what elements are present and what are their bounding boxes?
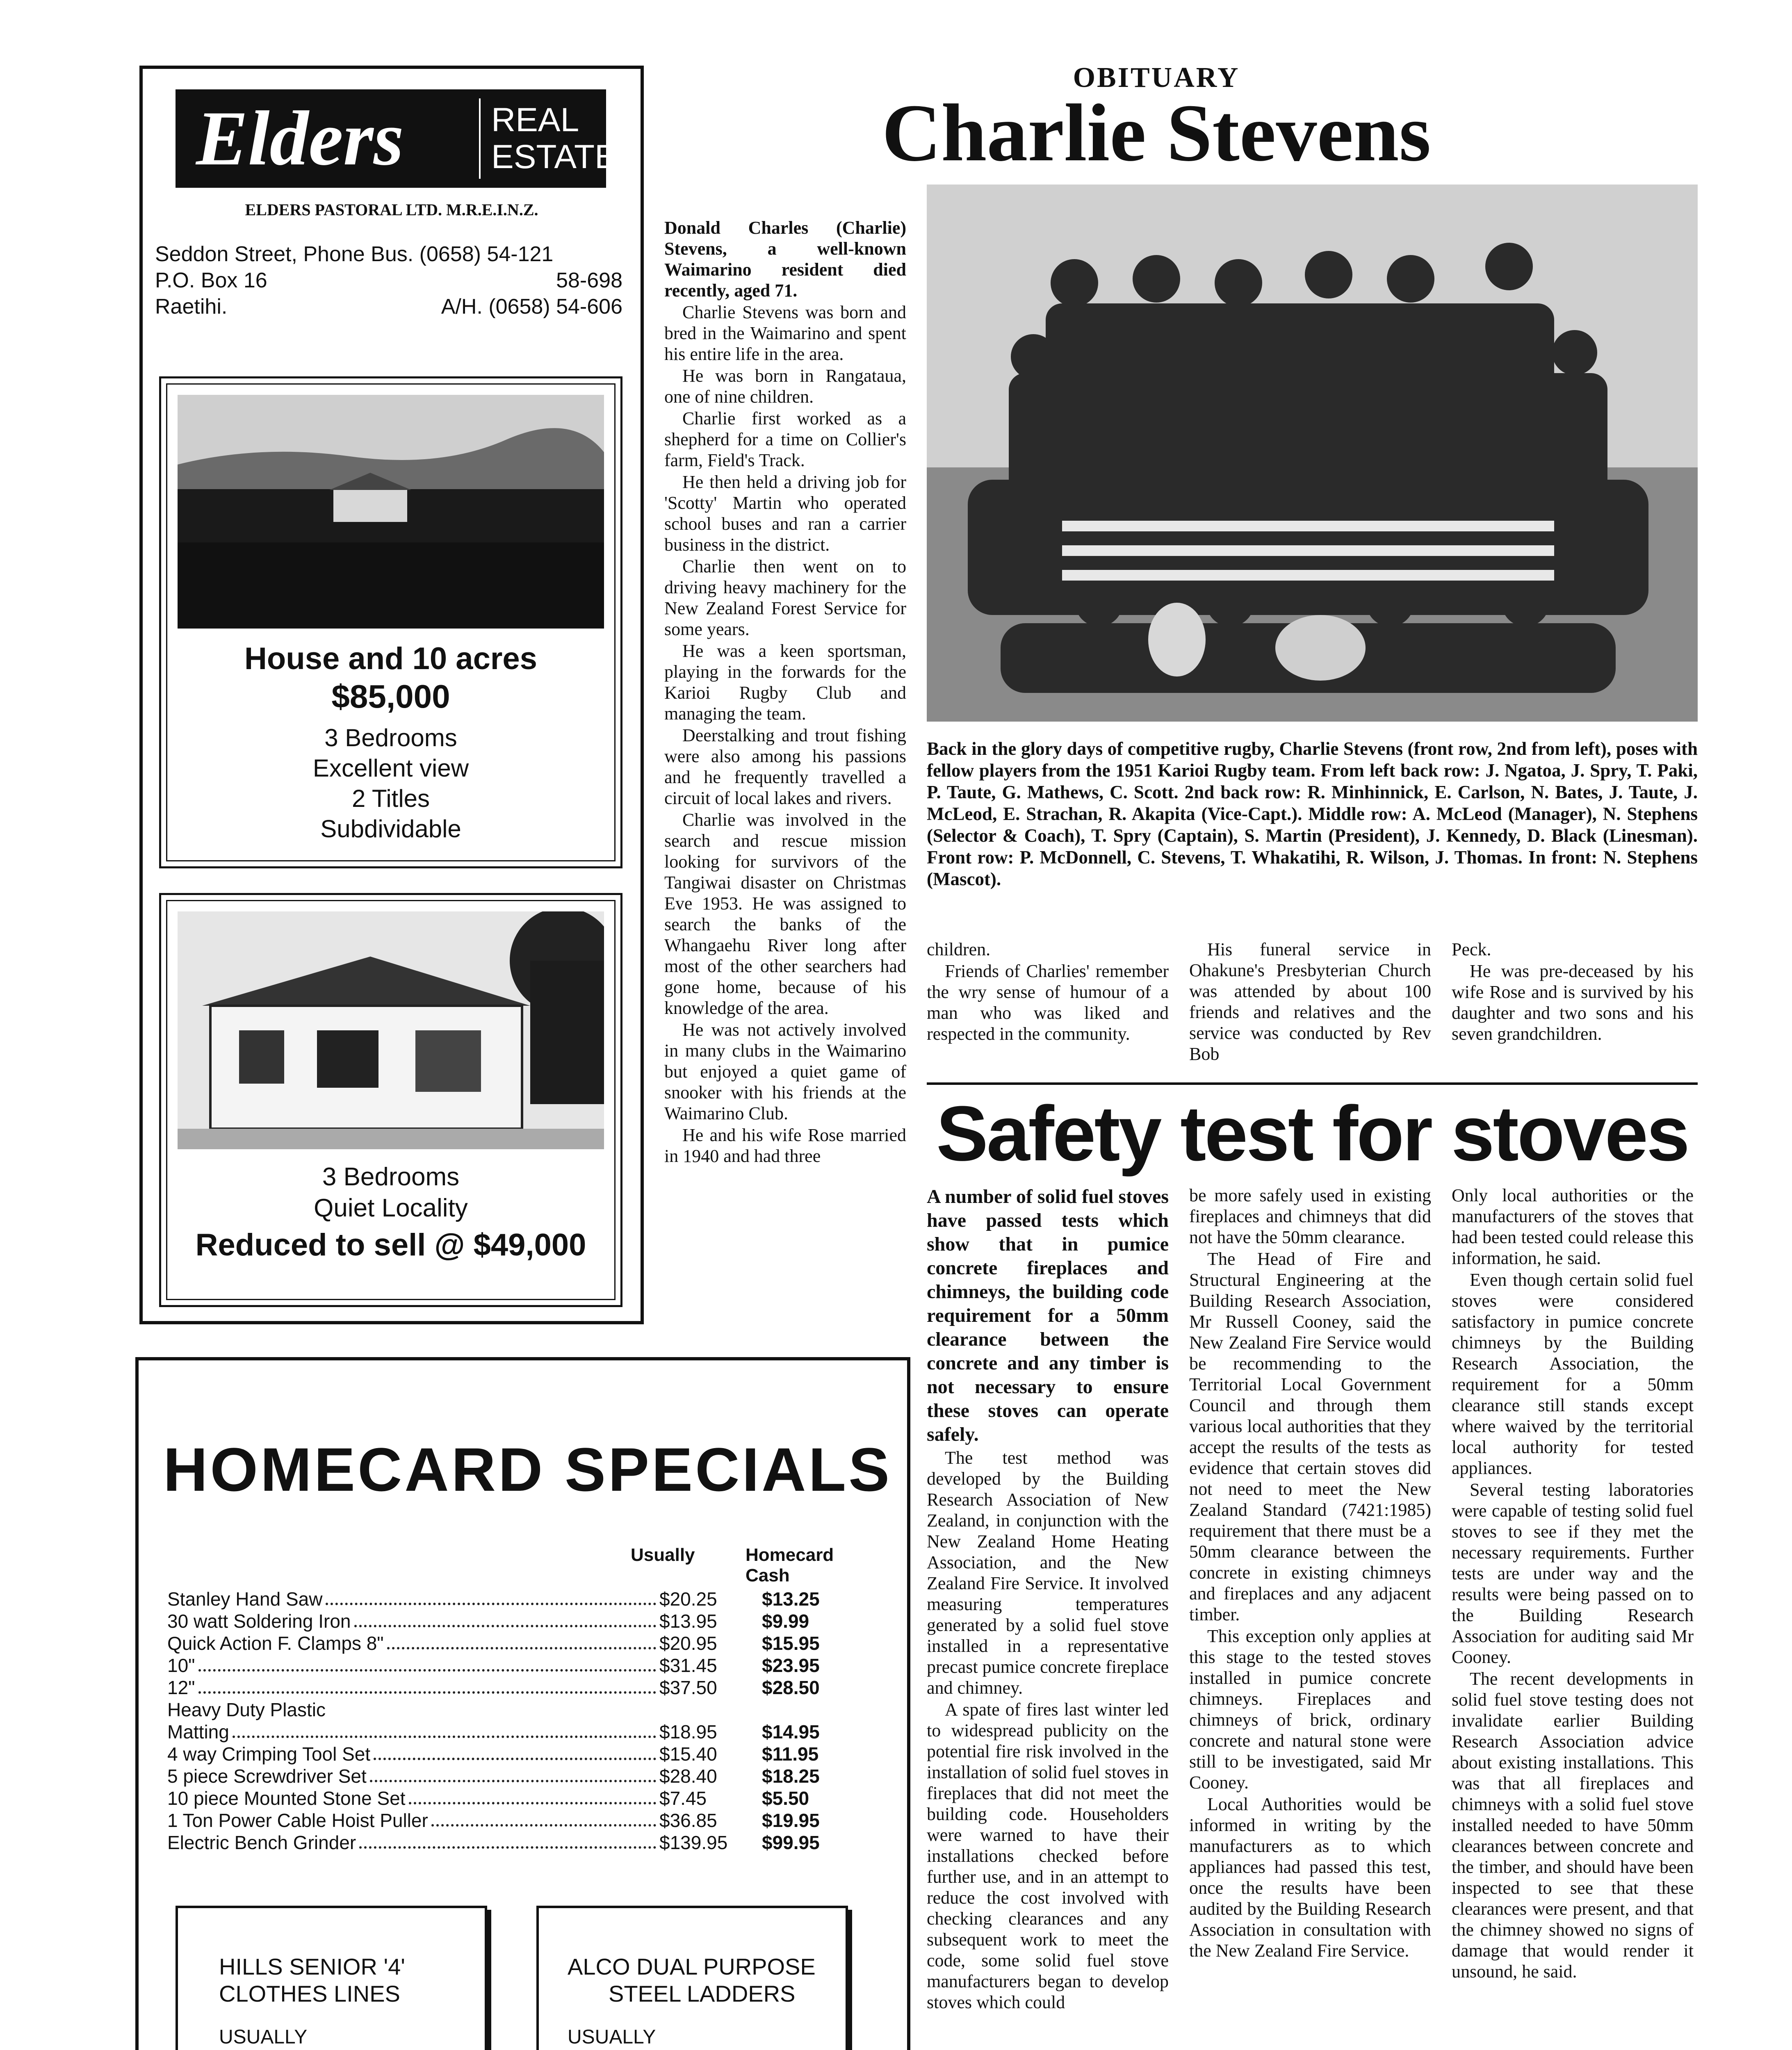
price-item-name: 4 way Crimping Tool Set [167, 1743, 371, 1765]
obituary-paragraph: Charlie was involved in the search and rescue mission looking for survivors of the Tangiwai disaster on Christmas Eve 1953. He was assigned to search the banks of the Whangaehu River long after most of the other searchers had gone home, because of his knowledge of the area. [664, 810, 906, 1018]
price-row [167, 1610, 885, 1632]
price-item-name: Quick Action F. Clamps 8" [167, 1633, 384, 1654]
price-row [167, 1809, 885, 1831]
price-usually: $139.95 [659, 1832, 728, 1853]
obituary-paragraph: He then held a driving job for 'Scotty' Martin who operated school buses and ran a carrier business in the district. [664, 472, 906, 555]
price-row [167, 1787, 885, 1809]
price-item-name: Matting [167, 1721, 229, 1742]
obituary-paragraph: He was born in Rangataua, one of nine children. [664, 366, 906, 407]
price-cash: $14.95 [762, 1721, 820, 1742]
price-usually: $13.95 [659, 1610, 717, 1632]
obituary-paragraph: children. [927, 939, 991, 959]
price-row [167, 1699, 885, 1721]
price-cash: $13.25 [762, 1588, 820, 1610]
price-usually: $7.45 [659, 1788, 707, 1809]
special-usually-label: USUALLY [568, 2026, 656, 2048]
price-item-name: 12" [167, 1677, 195, 1698]
price-item-name: 5 piece Screwdriver Set [167, 1765, 367, 1787]
price-usually: $37.50 [659, 1677, 717, 1698]
price-cash: $15.95 [762, 1633, 820, 1654]
stoves-paragraph: This exception only applies at this stage to the tested stoves installed in pumice concrete chimneys. Fireplaces and chimneys of brick, ordinary concrete and natural stone were still to be investigated, said Mr Cooney. [1189, 1626, 1431, 1793]
photo-caption: Back in the glory days of competitive rugby, Charlie Stevens (front row, 2nd from left), poses with fellow players from the 1951 Karioi Rugby team. From left back row: J. Ngatoa, J. Spry, T. Paki, P. Taute, G. Mathews, C. Scott. 2nd back row: R. Minhinnick, E. Carlson, N. Bates, J. Taute, J. McLeod, E. Strachan, R. Akapita (Vice-Capt.). Middle row: A. McLeod (Manager), N. Stephens (Selector & Coach), T. Spry (Captain), S. Martin (President), J. Kennedy, D. Black (Linesman). Front row: P. McDonnell, C. Stevens, T. Whakatihi, R. Wilson, J. Thomas. In front: N. Stephens (Mascot). [927, 738, 1698, 889]
price-cash: $5.50 [762, 1788, 809, 1809]
listing-2 [159, 893, 622, 1307]
stoves-paragraph: Local Authorities would be informed in writing by the manufacturers as to which appliances had passed this test, once the results have been audited by the Building Research Association in consultation with the New Zealand Fire Service. [1189, 1794, 1431, 1961]
listing-1-detail: 3 Bedrooms [324, 724, 457, 752]
price-row [167, 1831, 885, 1854]
elders-afterhours: A/H. (0658) 54-606 [441, 295, 622, 319]
price-cash: $28.50 [762, 1677, 820, 1698]
obituary-paragraph: Charlie first worked as a shepherd for a time on Collier's farm, Field's Track. [664, 408, 906, 470]
special-title: ALCO DUAL PURPOSE [568, 1954, 816, 1979]
listing-1 [159, 376, 622, 868]
stoves-column-3 [1452, 1185, 1694, 1983]
price-cash: $18.25 [762, 1765, 820, 1787]
price-cash: $19.95 [762, 1810, 820, 1831]
stoves-column-2 [1189, 1185, 1431, 1962]
section-divider [927, 1082, 1698, 1085]
stoves-paragraph: The recent developments in solid fuel stove testing does not invalidate earlier Building Research Association advice about existing installations. This was that all fireplaces and chimneys with a solid fuel stove installed needed to have 50mm clearances between concrete and the timber, and should have been inspected to see that these clearances were present, and that the chimney showed no signs of damage that would render it unsound, he said. [1452, 1669, 1694, 1982]
price-item-name: 10" [167, 1655, 195, 1676]
price-cash: $99.95 [762, 1832, 820, 1853]
price-row [167, 1676, 885, 1699]
stoves-paragraph: A number of solid fuel stoves have passed tests which show that in pumice concrete fireplaces and chimneys, the building code requirement for a 50mm clearance between the concrete and any timber is not necessary to ensure these stoves can operate safely. [927, 1186, 1169, 1445]
listing-1-title: House and 10 acres [244, 641, 537, 676]
obituary-paragraph: Charlie then went on to driving heavy machinery for the New Zealand Forest Service for some years. [664, 556, 906, 639]
price-usually: $20.25 [659, 1588, 717, 1610]
price-usually: $15.40 [659, 1743, 717, 1765]
price-row [167, 1654, 885, 1676]
rugby-team-photo [927, 184, 1698, 722]
elders-company: ELDERS PASTORAL LTD. M.R.E.I.N.Z. [245, 200, 538, 219]
elders-address [155, 241, 622, 320]
special-usually-label: USUALLY [219, 2026, 308, 2048]
stoves-paragraph: A spate of fires last winter led to widespread publicity on the potential fire risk involved in the installation of solid fuel stoves in fireplaces that did not meet the building code. Householders were warned to have their installations checked before further use, and in an attempt to reduce the cost involved with checking clearances and any subsequent work to meet the code, some solid fuel stove manufacturers began to develop stoves which could [927, 1699, 1169, 2012]
price-row [167, 1632, 885, 1654]
obituary-paragraph: Peck. [1452, 939, 1491, 959]
obituary-column-1 [664, 217, 906, 1167]
price-item-name: Heavy Duty Plastic [167, 1699, 326, 1720]
price-cash: $11.95 [762, 1743, 819, 1765]
price-row [167, 1588, 885, 1610]
elders-logo [176, 89, 617, 188]
listing-2-detail: 3 Bedrooms [322, 1163, 460, 1191]
obituary-paragraph: His funeral service in Ohakune's Presbyterian Church was attended by about 100 friends and relatives and the service was conducted by Rev Bob [1189, 939, 1431, 1064]
homecard-price-list [167, 1588, 885, 1854]
listing-1-photo [178, 395, 604, 629]
stoves-paragraph: Several testing laboratories were capable of testing solid fuel stoves to see if they met the necessary requirements. Further tests are under way and the results were being passed on to the Building Research Association for auditing said Mr Cooney. [1452, 1480, 1694, 1667]
stoves-paragraph: The Head of Fire and Structural Engineering at the Building Research Association, Mr Russell Cooney, said the New Zealand Fire Service would be recommending to the Territorial Local Government Council and through them various local authorities that they accept the results of the tests as evidence that certain stoves did not need to meet the New Zealand Standard (7421:1985) requirement that there must be a 50mm clearance between the concrete in existing chimneys and fireplaces and any adjacent timber. [1189, 1249, 1431, 1624]
obituary-column-3 [1189, 939, 1431, 1065]
price-usually: $36.85 [659, 1810, 717, 1831]
elders-town: Raetihi. [155, 295, 228, 319]
price-usually: $20.95 [659, 1633, 717, 1654]
listing-2-detail: Quiet Locality [314, 1194, 468, 1222]
price-usually: $31.45 [659, 1655, 717, 1676]
price-row [167, 1743, 885, 1765]
price-row [167, 1765, 885, 1787]
special-title: HILLS SENIOR '4' [219, 1954, 405, 1979]
price-usually: $28.40 [659, 1765, 717, 1787]
price-item-name: Electric Bench Grinder [167, 1832, 356, 1853]
listing-1-detail: 2 Titles [351, 785, 430, 812]
stoves-column-1 [927, 1185, 1169, 2014]
elders-logo-script: Elders [196, 96, 404, 182]
homecard-ad [135, 1357, 910, 2050]
price-item-name: 10 piece Mounted Stone Set [167, 1788, 406, 1809]
obituary-paragraph: He was a keen sportsman, playing in the forwards for the Karioi Rugby Club and managing the team. [664, 641, 906, 724]
price-usually: $18.95 [659, 1721, 717, 1742]
listing-1-detail: Excellent view [312, 754, 469, 782]
obituary-column-2 [927, 939, 1169, 1045]
stoves-headline: Safety test for stoves [936, 1090, 1688, 1177]
obituary-paragraph: He and his wife Rose married in 1940 and had three [664, 1125, 906, 1166]
obituary-paragraph: Friends of Charlies' remember the wry sense of humour of a man who was liked and respected in the community. [927, 961, 1169, 1044]
price-item-name: Stanley Hand Saw [167, 1588, 323, 1610]
elders-pobox: P.O. Box 16 [155, 269, 267, 292]
stoves-paragraph: be more safely used in existing fireplaces and chimneys that did not have the 50mm clearance. [1189, 1185, 1431, 1247]
special-box-clothes-lines [176, 1906, 487, 2050]
price-cash: $23.95 [762, 1655, 820, 1676]
listing-2-photo [178, 911, 604, 1149]
obituary-kicker: OBITUARY [1073, 62, 1240, 93]
elders-phone2: 58-698 [556, 269, 622, 292]
obituary-paragraph: Charlie Stevens was born and bred in the Waimarino and spent his entire life in the area. [664, 302, 906, 364]
listing-1-details [161, 723, 620, 844]
listing-2-price: Reduced to sell @ $49,000 [195, 1228, 586, 1262]
special-title: STEEL LADDERS [609, 1981, 796, 2007]
price-item-name: 30 watt Soldering Iron [167, 1610, 351, 1632]
homecard-title: HOMECARD SPECIALS [163, 1435, 892, 1504]
elders-address-line1: Seddon Street, Phone Bus. (0658) 54-121 [155, 242, 554, 266]
special-title: CLOTHES LINES [219, 1981, 400, 2007]
elders-logo-estate: ESTATE [491, 138, 617, 175]
homecard-col-cash: Homecard Cash [746, 1545, 834, 1585]
obituary-headline: Charlie Stevens [882, 88, 1431, 178]
obituary-column-4 [1452, 939, 1694, 1045]
price-row [167, 1721, 885, 1743]
stoves-paragraph: Only local authorities or the manufacturers of the stoves that had been tested could release this information, he said. [1452, 1185, 1694, 1268]
obituary-paragraph: Donald Charles (Charlie) Stevens, a well-known Waimarino resident died recently, aged 71. [664, 218, 906, 301]
price-cash: $9.99 [762, 1610, 809, 1632]
stoves-paragraph: Even though certain solid fuel stoves were considered satisfactory in pumice concrete chimneys by the Building Research Association, the requirement for a 50mm clearance still stands except where waived by the territorial local authority for tested appliances. [1452, 1270, 1694, 1478]
listing-1-detail: Subdividable [320, 815, 461, 843]
listing-1-price: $85,000 [331, 678, 450, 715]
listing-2-details [161, 1162, 620, 1224]
obituary-paragraph: He was pre-deceased by his wife Rose and is survived by his daughter and two sons and his seven grandchildren. [1452, 961, 1694, 1044]
elders-ad [139, 66, 644, 1324]
homecard-col-usually: Usually [631, 1545, 695, 1565]
price-item-name: 1 Ton Power Cable Hoist Puller [167, 1810, 428, 1831]
special-box-ladders [536, 1906, 848, 2050]
obituary-paragraph: He was not actively involved in many clubs in the Waimarino but enjoyed a quiet game of snooker with his friends at the Waimarino Club. [664, 1020, 906, 1123]
stoves-paragraph: The test method was developed by the Building Research Association of New Zealand, in conjunction with the New Zealand Home Heating Association, and the New Zealand Fire Service. It involved measuring temperatures generated by a solid fuel stove installed in a representative precast pumice concrete fireplace and chimney. [927, 1448, 1169, 1698]
elders-logo-real: REAL [491, 101, 579, 139]
obituary-paragraph: Deerstalking and trout fishing were also among his passions and he frequently travelled a circuit of local lakes and rivers. [664, 725, 906, 808]
